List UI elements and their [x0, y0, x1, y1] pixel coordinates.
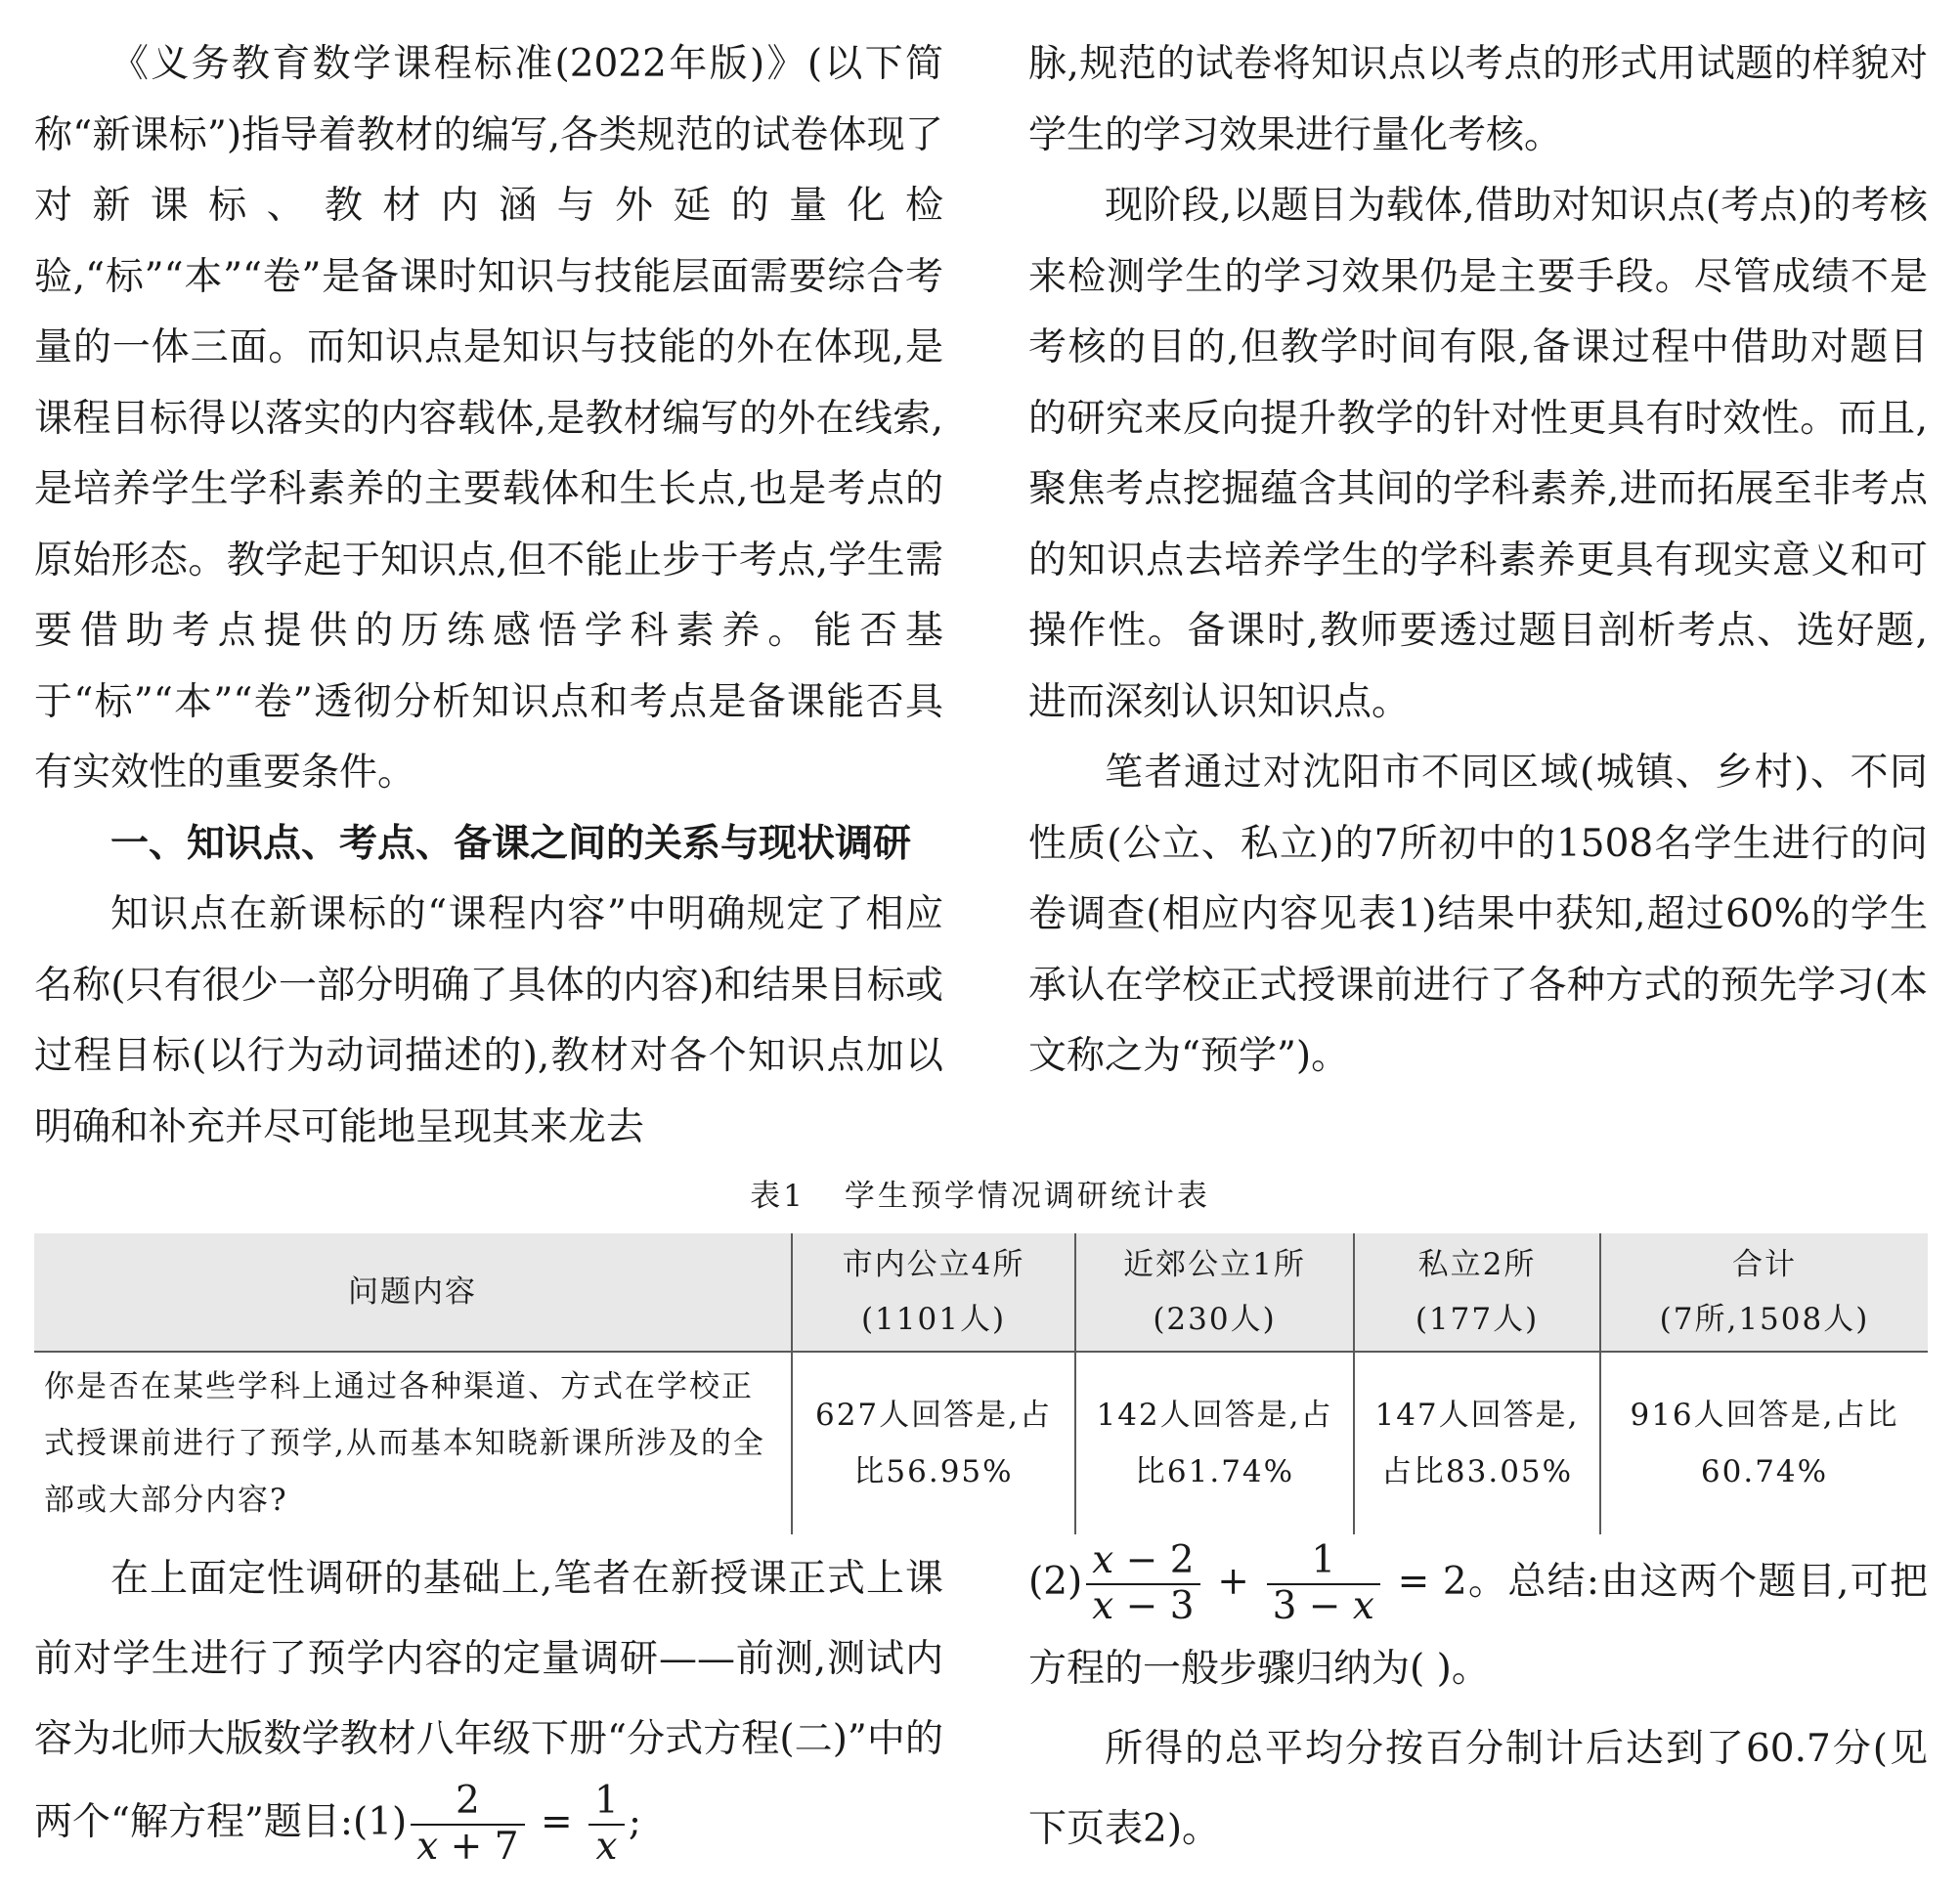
table-title: 学生预学情况调研统计表 [844, 1179, 1210, 1214]
intro-paragraph: 《义务教育数学课程标准(2022年版)》(以下简称“新课标”)指导着教材的编写,各类规范的试卷体现了对新课标、教材内涵与外延的量化检验,“标”“本”“卷”是备课时知识与技能层面需要综合考量的一体三面。而知识点是知识与技能的外在体现,是课程目标得以落实的内容载体,是教材编写的外在线索,是培养学生学科素养的主要载体和生长点,也是考点的原始形态。教学起于知识点,但不能止步于考点,学生需要借助考点提供的历练感悟学科素养。能否基于“标”“本”“卷”透彻分析知识点和考点是备课能否具有实效性的重要条件。 [34, 42, 943, 795]
header-total: 合计 (7所,1508人) [1600, 1233, 1928, 1352]
right-column-bottom [1028, 1539, 1928, 1870]
equation-2-first-fraction: $\frac{x - 2}{x - 3}$ [1086, 1539, 1199, 1629]
header-suburban-public: 近郊公立1所 (230人) [1075, 1233, 1354, 1352]
equation-2-second-fraction: $\frac{1}{3 - x}$ [1267, 1539, 1380, 1629]
cell-urban-public: 627人回答是,占比56.95% [792, 1352, 1075, 1534]
cell-total: 916人回答是,占比60.74% [1600, 1352, 1928, 1534]
header-private: 私立2所 (177人) [1354, 1233, 1600, 1352]
left-column-top [34, 29, 943, 1163]
continued-paragraph: 脉,规范的试卷将知识点以考点的形式用试题的样貌对学生的学习效果进行量化考核。 [1028, 42, 1928, 157]
current-stage-paragraph: 现阶段,以题目为载体,借助对知识点(考点)的考核来检测学生的学习效果仍是主要手段。尽管成绩不是考核的目的,但教学时间有限,备课过程中借助对题目的研究来反向提升教学的针对性更具有时效性。而且,聚焦考点挖掘蕴含其间的学科素养,进而拓展至非考点的知识点去培养学生的学科素养更具有现实意义和可操作性。备课时,教师要透过题目剖析考点、选好题,进而深刻认识知识点。 [1028, 184, 1928, 724]
table-number: 表1 [750, 1179, 806, 1214]
left-column-bottom [34, 1539, 943, 1870]
equation-1-rhs-fraction: $\frac{1}{x}$ [588, 1780, 625, 1870]
knowledge-point-paragraph: 知识点在新课标的“课程内容”中明确规定了相应名称(只有很少一部分明确了具体的内容)和结果目标或过程目标(以行为动词描述的),教材对各个知识点加以明确和补充并尽可能地呈现其来龙去 [34, 892, 943, 1149]
header-question: 问题内容 [34, 1233, 792, 1352]
equation-1-lhs-fraction: $\frac{2}{x + 7}$ [411, 1780, 524, 1870]
pretest-paragraph: 在上面定性调研的基础上,笔者在新授课正式上课前对学生进行了预学内容的定量调研——前测,测试内容为北师大版数学教材八年级下册“分式方程(二)”中的两个“解方程”题目:(1) $\frac{2}{x + 7}$ = $\frac{1}{x}$ ; [34, 1557, 943, 1869]
cell-question: 你是否在某些学科上通过各种渠道、方式在学校正式授课前进行了预学,从而基本知晓新课所涉及的全部或大部分内容? [44, 1369, 765, 1518]
header-urban-public: 市内公立4所 (1101人) [792, 1233, 1075, 1352]
right-column-top [1028, 29, 1928, 1093]
equation-2-paragraph: (2) $\frac{x - 2}{x - 3}$ + $\frac{1}{3 - x}$ = 2。总结:由这两个题目,可把方程的一般步骤归纳为( )。 [1028, 1538, 1928, 1691]
cell-private: 147人回答是,占比83.05% [1354, 1352, 1600, 1534]
table-caption [0, 1171, 1960, 1215]
survey-table [34, 1233, 1928, 1534]
survey-paragraph: 笔者通过对沈阳市不同区域(城镇、乡村)、不同性质(公立、私立)的7所初中的1508名学生进行的问卷调查(相应内容见表1)结果中获知,超过60%的学生承认在学校正式授课前进行了各种方式的预先学习(本文称之为“预学”)。 [1028, 751, 1928, 1078]
section-heading: 一、知识点、考点、备课之间的关系与现状调研 [110, 821, 912, 866]
table-header-row [34, 1233, 1928, 1352]
cell-suburban-public: 142人回答是,占比61.74% [1075, 1352, 1354, 1534]
table-row [34, 1352, 1928, 1534]
average-score-paragraph: 所得的总平均分按百分制计后达到了60.7分(见下页表2)。 [1028, 1726, 1928, 1851]
